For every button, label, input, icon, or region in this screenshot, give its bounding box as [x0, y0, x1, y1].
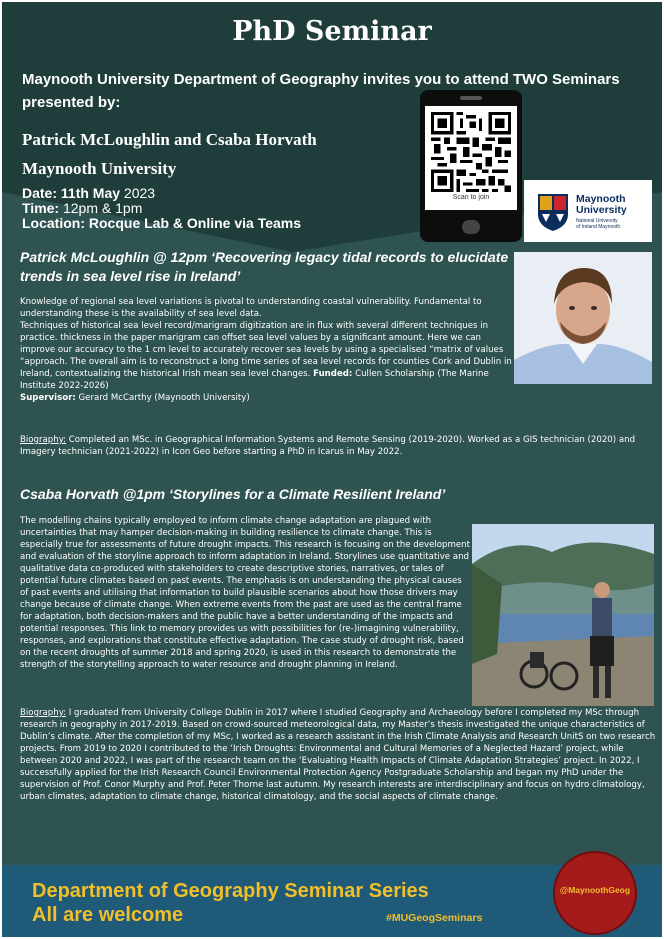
crest-icon	[536, 192, 570, 232]
poster	[2, 2, 662, 937]
seminar-series-title: Department of Geography Seminar Series	[32, 880, 429, 902]
event-details	[22, 186, 301, 231]
talk1-title: Patrick McLoughlin @ 12pm ‘Recovering legacy tidal records to elucidate trends in sea level rise in Ireland’	[20, 249, 509, 284]
talk1-body: Knowledge of regional sea level variations is pivotal to understanding coastal vulnerability. Fundamental to understanding these is the availability of sea level data. Techniques of historical sea level record/marigram digitization are in flux with several different techniques in practice. thickness in the paper marigram can offset sea level values by a significant amount. Here we can improve our accuracy to the 1 cm level to accurately recover sea levels by using a specialised “matrix of values “approach. The overall aim is to reconstruct a long time series of sea level records for counties Cork and Dublin in Ireland, contextualizing the historical Irish mean sea level changes. Funded: Cullen Scholarship (The Marine Institute 2022-2026) Supervisor: Gerard McCarthy (Maynooth University)	[20, 297, 512, 403]
date-line: Date: 11th May 2023	[22, 185, 156, 201]
page-title: PhD Seminar	[232, 16, 432, 47]
portrait-image	[514, 252, 652, 384]
twitter-handle-text[interactable]: @MaynoothGeog	[559, 885, 631, 895]
phone-qr-graphic	[420, 90, 522, 242]
hashtag-text[interactable]: #MUGeogSeminars	[386, 912, 483, 924]
all-welcome-text: All are welcome	[32, 904, 184, 926]
phone-home-button	[462, 220, 480, 234]
invitation-text: Maynooth University Department of Geography invites you to attend TWO Seminars presented by:	[22, 71, 620, 111]
maynooth-logo	[524, 180, 652, 242]
phone-speaker	[460, 96, 482, 100]
logo-name: Maynooth University	[576, 193, 627, 216]
talk2-title: Csaba Horvath @1pm ‘Storylines for a Climate Resilient Ireland’	[20, 486, 446, 502]
logo-subtitle: National University of Ireland Maynooth	[576, 218, 621, 230]
qr-caption: Scan to join	[452, 194, 490, 201]
talk2-biography: Biography: I graduated from University College Dublin in 2017 where I studied Geography and Archaeology before I completed my MSc through research in geography in 2017-2019. Based on crowd-sourced meteorological data, my Master’s thesis investigated the unique characteristics of Dublin’s climate. After the completion of my MSc, I worked as a research assistant in the Irish Climate Analysis and Research UnitS on two research projects. From 2019 to 2020 I contributed to the ‘Irish Droughts: Environmental and Cultural Memories of a Neglected Hazard’ project, while between 2020 and 2022, I was part of the research team on the ‘Evaluating Health Impacts of Climate Adaptation Strategies’ project. In 2022, I successfully applied for the Irish Research Council Environmental Protection Agency Postgraduate Scholarship and began my PhD under the supervision of Prof. Conor Murphy and Prof. Peter Thorne last autumn. My research interests are interdisciplinary and focus on hydro climatology, urban climates, adaptation to climate change, historical climatology, and the social aspects of climate change.	[20, 708, 656, 802]
location-line: Location: Rocque Lab & Online via Teams	[22, 215, 302, 231]
lake-image	[472, 524, 654, 706]
phone-screen	[425, 106, 517, 210]
talk1-biography: Biography: Completed an MSc. in Geographical Information Systems and Remote Sensing (2019-2020). Worked as a GIS technician (2020) and Imagery technician (2021-2022) in Icon Geo before starting a PhD in Icarus in May 2022.	[20, 435, 636, 457]
patrick-portrait-photo	[514, 252, 652, 384]
presenters-names: Patrick McLoughlin and Csaba Horvath	[22, 130, 317, 149]
qr-code-icon[interactable]	[431, 112, 511, 192]
csaba-lake-photo	[472, 524, 654, 706]
time-line: Time: 12pm & 1pm	[22, 200, 143, 216]
university-name: Maynooth University	[22, 159, 177, 178]
talk2-body: The modelling chains typically employed to inform climate change adaptation are plagued with uncertainties that may hamper decision-making in building resilience to climate change. This is especially true for assessments of future drought impacts. This research is focusing on the development and evaluation of the storyline approach to inform adaptation in Ireland. Storylines use quantitative and qualitative data co-produced with stakeholders to create descriptive stories, narratives, or tales of potential future climates based on past events. The emphasis is on understanding the physical causes of past events and utilising that information to build plausible scenarios about how those drivers may change because of climate change. When extreme events from the past are used as the central frame for adaptation, both decision-makers and the public have a better understanding of the impacts and potential responses. This link to memory provides us with possibilities for (re-)imagining vulnerability, responses, and explorations that constitute effective adaptation. The case study of drought risk, based on the recent droughts of summer 2018 and spring 2020, is used in this research to demonstrate the strength of the storytelling approach to water resource and drought planning in Ireland.	[20, 516, 470, 670]
